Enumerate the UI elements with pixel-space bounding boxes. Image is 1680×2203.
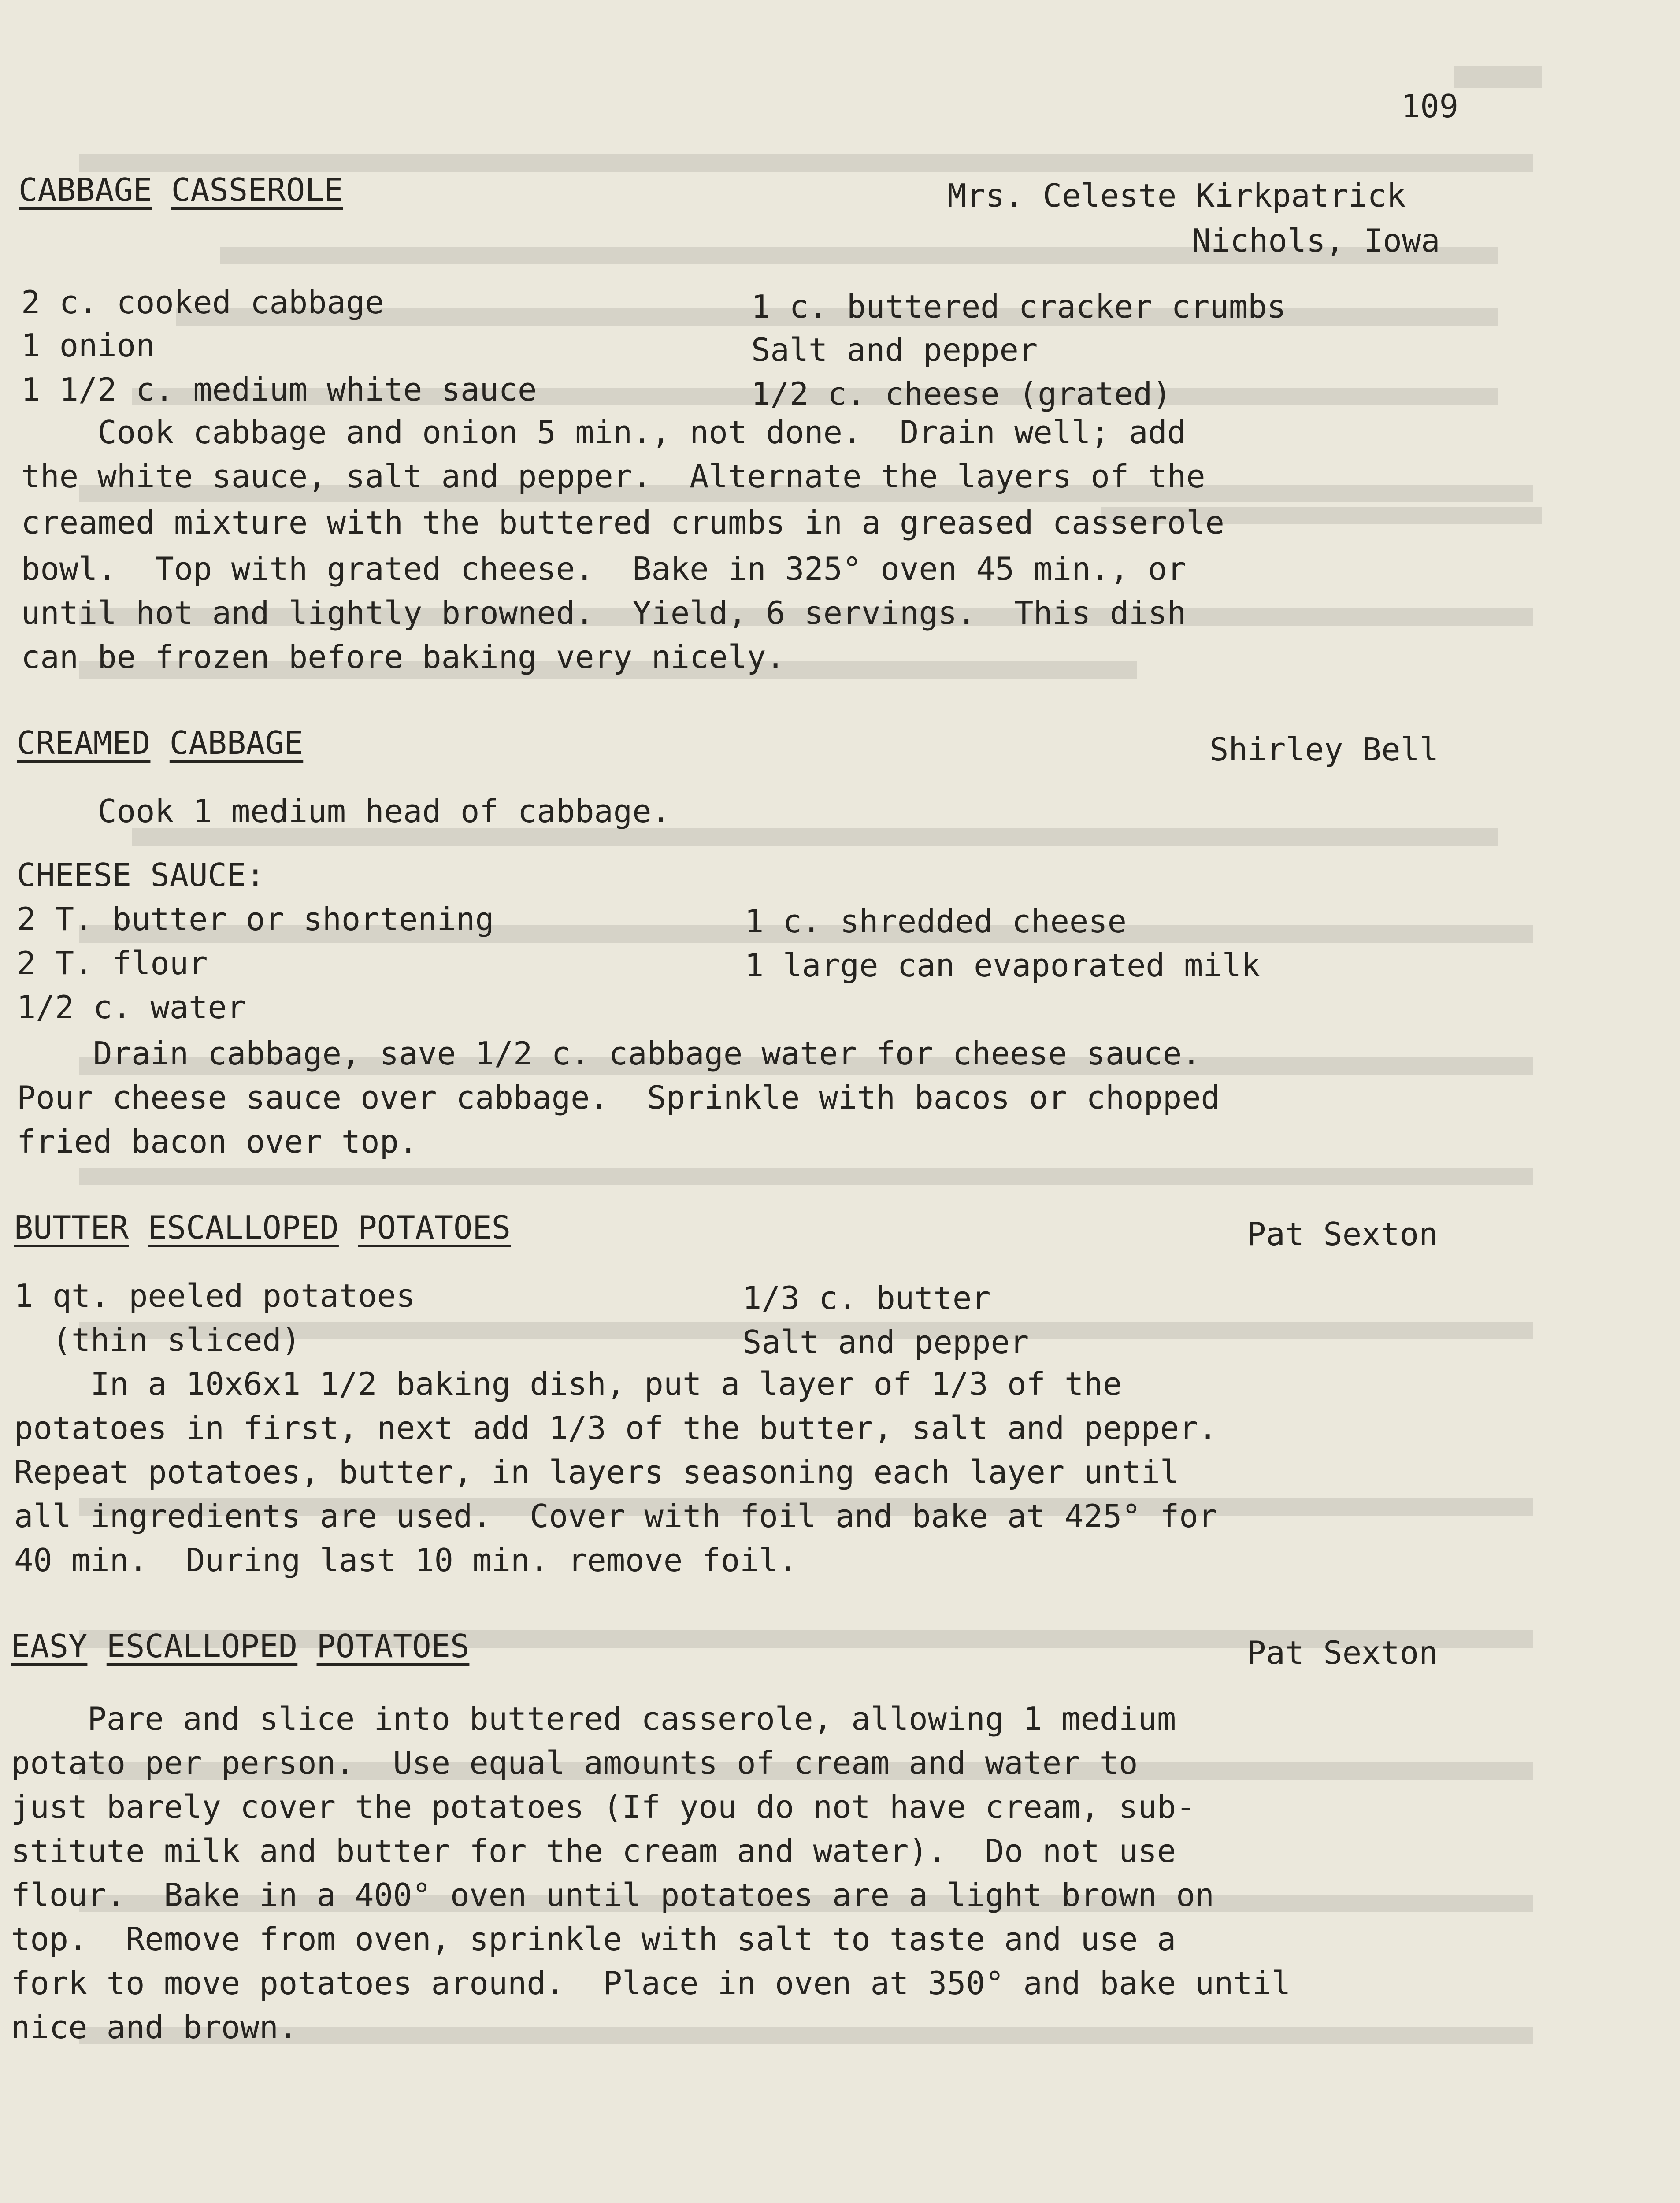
title-word: BUTTER [14, 1209, 129, 1246]
ingredient: 1 c. shredded cheese [745, 903, 1127, 940]
recipe-title [11, 1628, 470, 1665]
ingredient: 1/3 c. butter [742, 1280, 991, 1317]
title-word: CASSEROLE [171, 171, 343, 208]
direction-line: the white sauce, salt and pepper. Alternate the layers of the [21, 458, 1205, 495]
title-word: POTATOES [358, 1209, 511, 1246]
direction-line: potato per person. Use equal amounts of cream and water to [11, 1744, 1138, 1781]
direction-line: top. Remove from oven, sprinkle with salt to taste and use a [11, 1921, 1176, 1958]
direction-line: until hot and lightly browned. Yield, 6 servings. This dish [21, 594, 1187, 631]
direction-line: potatoes in first, next add 1/3 of the butter, salt and pepper. [14, 1409, 1217, 1446]
direction-line: fried bacon over top. [17, 1123, 418, 1160]
direction-line: Drain cabbage, save 1/2 c. cabbage water for cheese sauce. [17, 1035, 1201, 1072]
ingredient: 2 T. butter or shortening [17, 901, 494, 938]
direction-line: all ingredients are used. Cover with foil and bake at 425° for [14, 1498, 1217, 1535]
ingredient: 2 c. cooked cabbage [21, 284, 384, 321]
direction-line: Pare and slice into buttered casserole, allowing 1 medium [11, 1700, 1176, 1737]
direction-line: stitute milk and butter for the cream and water). Do not use [11, 1832, 1176, 1869]
title-word: EASY [11, 1628, 88, 1665]
page-number: 109 [1401, 88, 1459, 125]
direction-line: Pour cheese sauce over cabbage. Sprinkle with bacos or chopped [17, 1079, 1220, 1116]
title-word: CABBAGE [19, 171, 152, 208]
direction-line: nice and brown. [11, 2009, 298, 2046]
recipe-title [19, 171, 343, 208]
direction-line: In a 10x6x1 1/2 baking dish, put a layer of 1/3 of the [14, 1365, 1122, 1402]
title-word: CREAMED [17, 724, 151, 761]
title-word: ESCALLOPED [148, 1209, 339, 1246]
ingredient: 1 qt. peeled potatoes [14, 1277, 415, 1314]
direction-line: creamed mixture with the buttered crumbs in a greased casserole [21, 504, 1224, 541]
recipe-author: Pat Sexton [1247, 1216, 1438, 1253]
direction-line: flour. Bake in a 400° oven until potatoes are a light brown on [11, 1877, 1214, 1914]
direction-line: Repeat potatoes, butter, in layers seasoning each layer until [14, 1454, 1179, 1491]
direction-line: bowl. Top with grated cheese. Bake in 325° oven 45 min., or [21, 550, 1187, 587]
subheading: CHEESE SAUCE: [17, 857, 265, 894]
ingredient: (thin sliced) [14, 1321, 301, 1358]
ingredient: Salt and pepper [742, 1324, 1029, 1361]
recipe-title [17, 724, 304, 761]
recipe-location: Nichols, Iowa [1192, 222, 1440, 259]
ingredient: 1/2 c. cheese (grated) [751, 375, 1172, 412]
ingredient: 1/2 c. water [17, 989, 246, 1026]
recipe-author: Mrs. Celeste Kirkpatrick [947, 177, 1406, 214]
recipe-title [14, 1209, 511, 1246]
ingredient: Salt and pepper [751, 331, 1038, 368]
direction-line: Cook 1 medium head of cabbage. [21, 793, 671, 830]
title-word: CABBAGE [169, 724, 304, 761]
recipe-author: Shirley Bell [1209, 731, 1439, 768]
ingredient: 1 1/2 c. medium white sauce [21, 371, 537, 408]
direction-line: Cook cabbage and onion 5 min., not done. Drain well; add [21, 414, 1187, 451]
recipe-author: Pat Sexton [1247, 1634, 1438, 1671]
ingredient: 1 onion [21, 327, 155, 364]
ingredient: 1 large can evaporated milk [745, 947, 1261, 984]
title-word: POTATOES [316, 1628, 470, 1665]
direction-line: 40 min. During last 10 min. remove foil. [14, 1542, 797, 1579]
direction-line: fork to move potatoes around. Place in oven at 350° and bake until [11, 1965, 1291, 2002]
title-word: ESCALLOPED [106, 1628, 298, 1665]
direction-line: can be frozen before baking very nicely. [21, 638, 785, 675]
ingredient: 2 T. flour [17, 945, 208, 982]
direction-line: just barely cover the potatoes (If you do not have cream, sub- [11, 1788, 1195, 1825]
ingredient: 1 c. buttered cracker crumbs [751, 288, 1286, 325]
